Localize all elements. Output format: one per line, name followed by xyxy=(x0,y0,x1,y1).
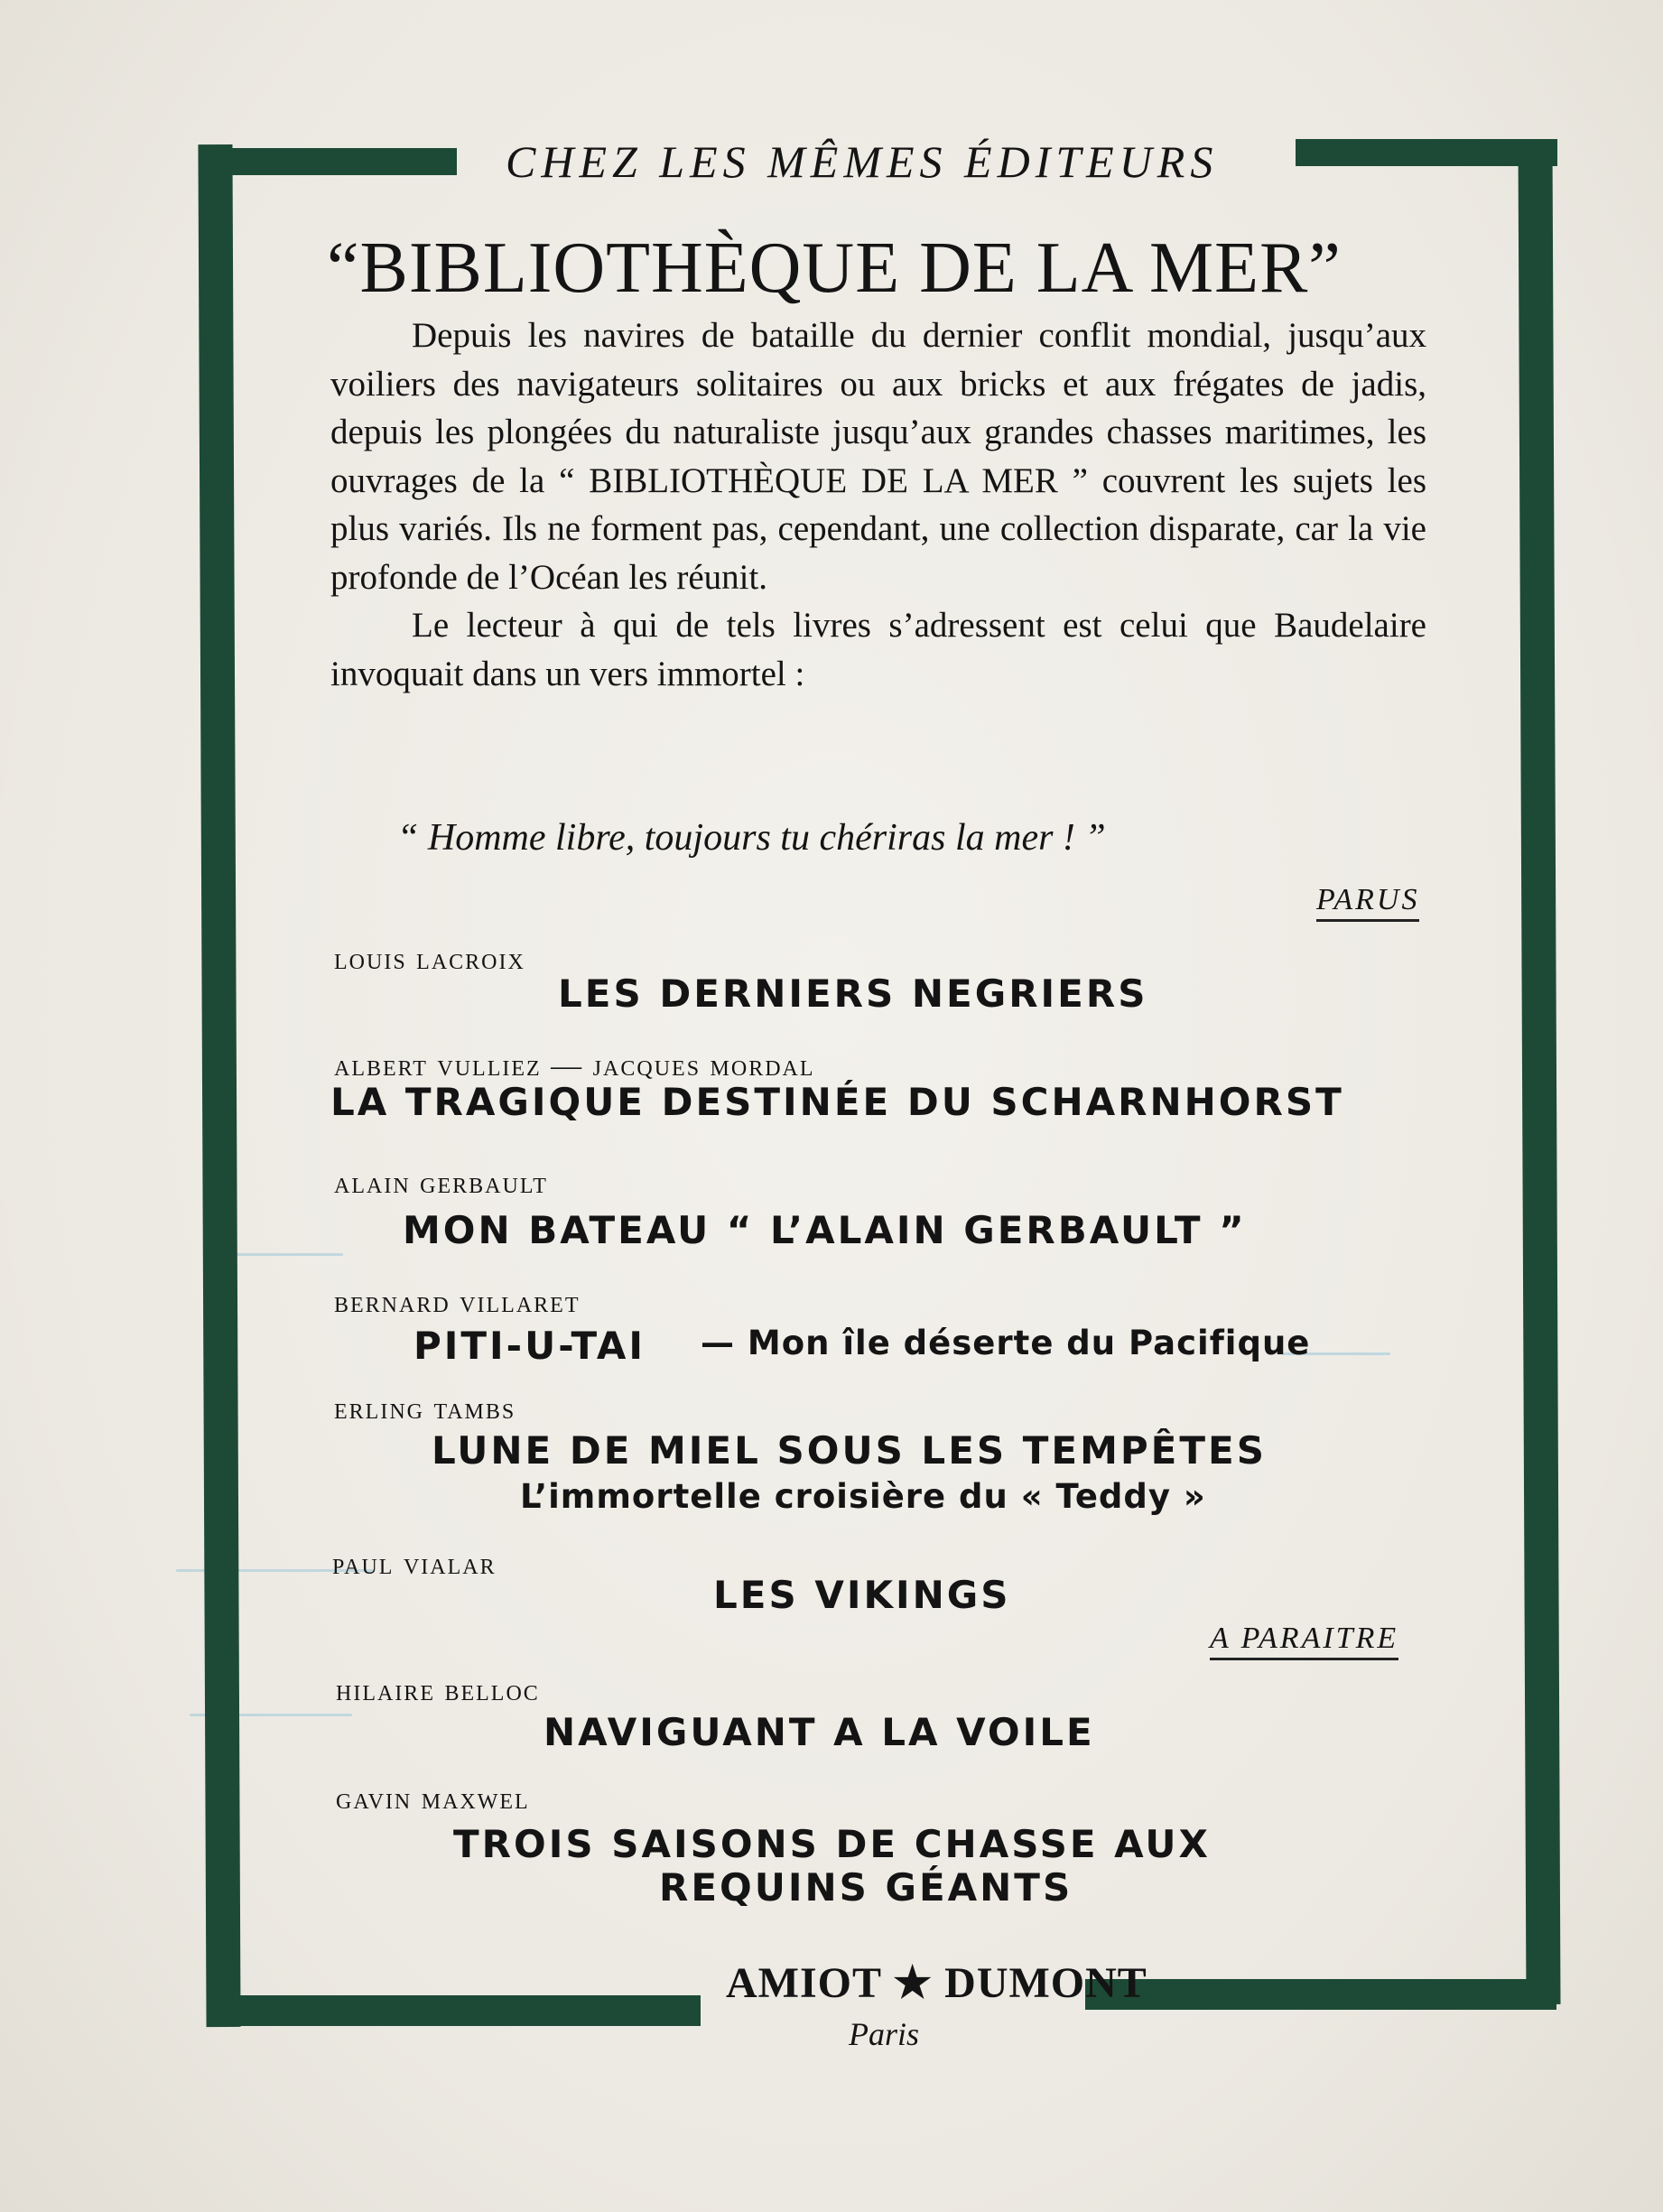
frame-top-right-bar xyxy=(1296,139,1557,166)
frame-left-bar xyxy=(198,144,240,2027)
book-title: LA TRAGIQUE DESTINÉE DU SCHARNHORST xyxy=(330,1080,1344,1124)
book-title-line-2: REQUINS GÉANTS xyxy=(659,1865,1073,1910)
book-author: hilaire belloc xyxy=(336,1674,540,1707)
section-label-parus: PARUS xyxy=(1316,883,1419,922)
baudelaire-quote: “ Homme libre, toujours tu chériras la mer ! ” xyxy=(397,817,1106,859)
frame-bottom-left-bar xyxy=(217,1995,701,2026)
book-author: gavin maxwel xyxy=(336,1782,530,1816)
frame-bottom-right-bar xyxy=(1085,1979,1556,2010)
book-author: alain gerbault xyxy=(334,1166,548,1200)
book-author: louis lacroix xyxy=(334,943,525,976)
frame-top-left-bar xyxy=(202,148,457,175)
intro-paragraph-1: Depuis les navires de bataille du dernier conflit mondial, jusqu’aux voiliers des navigateurs solitaires ou aux bricks et aux frégates de jadis, depuis les plongées du naturaliste jusqu’aux grandes chasses maritimes, les ouvrages de la “ BIBLIOTHÈQUE DE LA MER ” couvrent les sujets les plus variés. Ils ne forment pas, cependant, une collection disparate, car la vie profonde de l’Océan les réunit. xyxy=(330,316,1426,597)
book-author: paul vialar xyxy=(332,1547,497,1581)
book-author: bernard villaret xyxy=(334,1286,581,1319)
collection-title: “BIBLIOTHÈQUE DE LA MER” xyxy=(327,228,1342,308)
book-author: albert vulliez — jacques mordal xyxy=(334,1049,815,1083)
publisher-city: Paris xyxy=(849,2016,920,2052)
book-subtitle: L’immortelle croisière du « Teddy » xyxy=(520,1477,1206,1516)
paper-stain xyxy=(235,1253,343,1256)
book-title: MON BATEAU “ L’ALAIN GERBAULT ” xyxy=(403,1208,1247,1252)
intro-paragraph-2: Le lecteur à qui de tels livres s’adressent est celui que Baudelaire invoquait dans un vers immortel : xyxy=(330,606,1426,693)
frame-right-bar xyxy=(1518,140,1560,2004)
book-title: LUNE DE MIEL SOUS LES TEMPÊTES xyxy=(432,1428,1267,1473)
book-title: LES DERNIERS NEGRIERS xyxy=(558,971,1148,1016)
publisher-name: AMIOT ★ DUMONT xyxy=(726,1959,1147,2007)
book-title: NAVIGUANT A LA VOILE xyxy=(543,1710,1095,1754)
intro-text xyxy=(330,311,1426,698)
publisher-header: CHEZ LES MÊMES ÉDITEURS xyxy=(506,136,1219,187)
book-title: LES VIKINGS xyxy=(713,1573,1011,1617)
book-author: erling tambs xyxy=(334,1392,516,1426)
section-label-a-paraitre: A PARAITRE xyxy=(1210,1622,1398,1660)
book-title: TROIS SAISONS DE CHASSE AUX xyxy=(453,1822,1211,1866)
book-subtitle: — Mon île déserte du Pacifique xyxy=(701,1324,1311,1362)
book-title: PITI-U-TAI xyxy=(413,1324,646,1368)
